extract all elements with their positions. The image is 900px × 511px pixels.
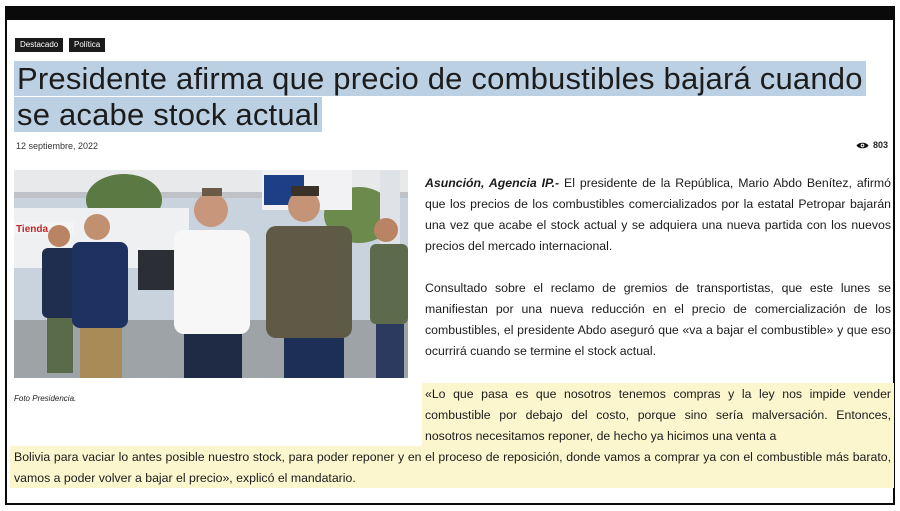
article-paragraph-2: Consultado sobre el reclamo de gremios de transportistas, que este lunes se manifiestan por una nueva reducción en el precio de comercialización de los combustibles, el presidente Abdo aseguró que «va a bajar el combustible» y que eso ocurrirá cuando se termine el stock actual. bbox=[425, 281, 891, 358]
photo-caption: Foto Presidencia. bbox=[14, 394, 77, 403]
store-sign: Tienda bbox=[16, 224, 49, 235]
article-dateline: Asunción, Agencia IP.- bbox=[425, 176, 560, 190]
tag-destacado[interactable]: Destacado bbox=[15, 38, 63, 52]
page-title bbox=[14, 61, 874, 133]
article-photo[interactable] bbox=[14, 170, 408, 378]
eye-icon bbox=[856, 141, 869, 150]
article-paragraph-1-text: El presidente de la República, Mario Abdo Benítez, afirmó que los precios de los combustibles comercializados por la estatal Petropar bajarán una vez que acabe el stock actual y se adquiera una nueva partida con los nuevos precios del mercado internacional. bbox=[425, 176, 891, 253]
article-paragraph-1 bbox=[425, 173, 891, 257]
headline-highlight: Presidente afirma que precio de combustibles bajará cuando se acabe stock actual bbox=[14, 61, 866, 132]
tag-politica[interactable]: Política bbox=[69, 38, 105, 52]
quote-part-2: Bolivia para vaciar lo antes posible nuestro stock, para poder reponer y en el proceso de reposición, donde vamos a comprar ya con el combustible más barato, vamos a poder volver a bajar el precio», explicó el mandatario. bbox=[14, 450, 891, 485]
publish-date: 12 septiembre, 2022 bbox=[16, 141, 99, 151]
photo-image bbox=[14, 170, 408, 378]
quote-part-1: «Lo que pasa es que nosotros tenemos compras y la ley nos impide vender combustible por debajo del costo, porque sino sería malversación. Entonces, nosotros necesitamos reponer, de hecho ya hicimos una venta a bbox=[425, 387, 891, 443]
view-count-value: 803 bbox=[872, 140, 888, 150]
view-count bbox=[856, 140, 888, 150]
